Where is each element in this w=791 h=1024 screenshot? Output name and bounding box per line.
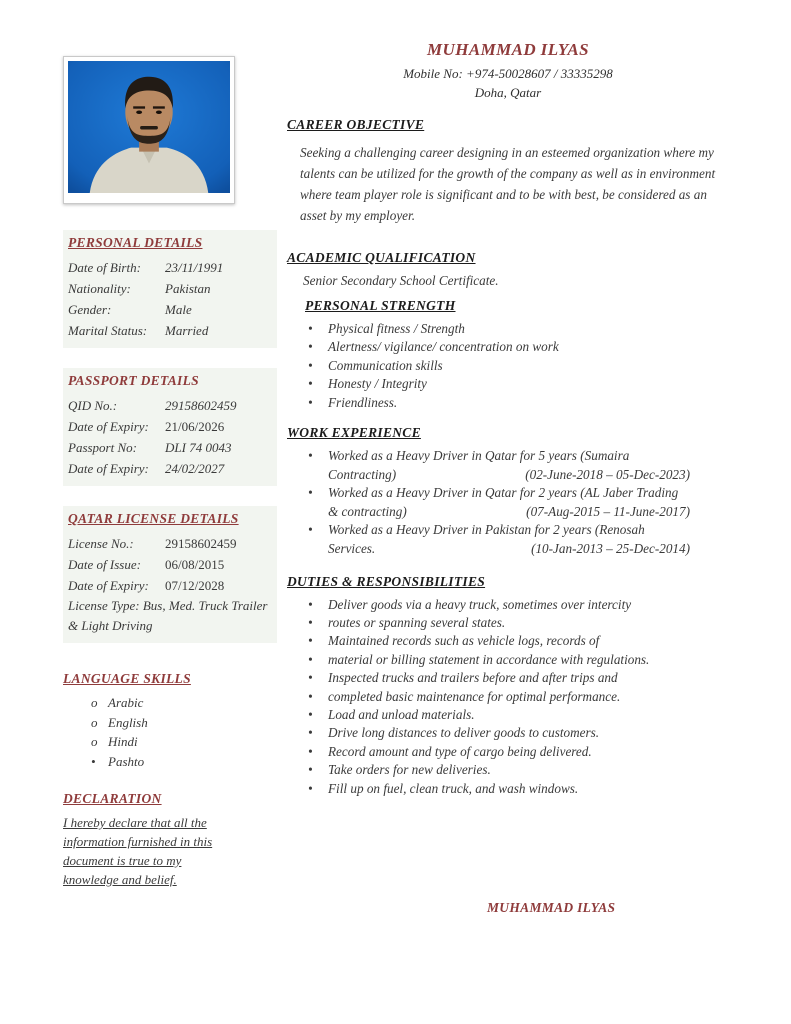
- detail-value: 07/12/2028: [165, 578, 225, 593]
- detail-value: DLI 74 0043: [165, 440, 232, 455]
- language-label: Arabic: [108, 695, 144, 710]
- work-item: [305, 484, 724, 521]
- detail-value: Pakistan: [165, 281, 211, 296]
- detail-label: Marital Status:: [68, 323, 148, 338]
- detail-label: License No.:: [68, 536, 134, 551]
- academic-qualification-title: ACADEMIC QUALIFICATION: [287, 250, 476, 265]
- list-item: • Inspected trucks and trailers before and after trips and: [305, 669, 724, 687]
- mobile-number: Mobile No: +974-50028607 / 33335298: [403, 66, 613, 81]
- left-column: [63, 230, 277, 909]
- detail-row: [68, 416, 273, 437]
- section-career-objective: [287, 117, 724, 226]
- section-declaration: [63, 791, 277, 889]
- section-personal-details: [63, 230, 277, 348]
- detail-label: Nationality:: [68, 281, 131, 296]
- work-experience-list: [305, 447, 724, 559]
- detail-value: Male: [165, 302, 192, 317]
- passport-details-title: PASSPORT DETAILS: [68, 373, 199, 388]
- language-item: [63, 713, 277, 733]
- personal-strength-list: [305, 320, 724, 412]
- list-item: • Physical fitness / Strength: [305, 320, 724, 338]
- work-item-detail: [305, 466, 724, 485]
- detail-row: [68, 299, 273, 320]
- profile-photo: [63, 56, 235, 204]
- list-item: • material or billing statement in accordance with regulations.: [305, 651, 724, 669]
- section-academic-qualification: [287, 250, 724, 412]
- work-item-text-cont: Contracting): [328, 466, 397, 482]
- work-item-text: • Worked as a Heavy Driver in Qatar for 2 years (AL Jaber Trading: [305, 484, 724, 503]
- list-item: • Honesty / Integrity: [305, 375, 724, 393]
- career-objective-text: Seeking a challenging career designing in an esteemed organization where my talents can be utilized for the growth of the company as well as in environment where team player role is significant and to be with best, be considered as an asset by my employer.: [300, 145, 716, 223]
- personal-details-title: PERSONAL DETAILS: [68, 235, 203, 250]
- academic-qualification-text: Senior Secondary School Certificate.: [303, 273, 499, 288]
- work-item-text-cont: Services.: [328, 541, 376, 556]
- work-item-detail: [305, 503, 724, 522]
- list-item: • completed basic maintenance for optimal performance.: [305, 688, 724, 706]
- person-name: MUHAMMAD ILYAS: [427, 40, 589, 59]
- detail-label: Date of Birth:: [68, 260, 141, 275]
- work-item: [305, 521, 724, 558]
- detail-label: Date of Expiry:: [68, 578, 149, 593]
- language-label: Hindi: [108, 734, 138, 749]
- work-item-text: • Worked as a Heavy Driver in Pakistan for 2 years (Renosah: [305, 521, 724, 540]
- detail-value: 23/11/1991: [165, 260, 224, 275]
- detail-value: Bus, Med. Truck Trailer & Light Driving: [68, 598, 268, 633]
- license-type-row: [68, 596, 273, 636]
- language-item: [63, 732, 277, 752]
- career-objective-title: CAREER OBJECTIVE: [287, 117, 425, 132]
- detail-label: Date of Issue:: [68, 557, 141, 572]
- list-item: • Maintained records such as vehicle logs, records of: [305, 632, 724, 650]
- detail-label: Passport No:: [68, 440, 137, 455]
- detail-label: QID No.:: [68, 398, 118, 413]
- list-item: • Fill up on fuel, clean truck, and wash windows.: [305, 780, 724, 798]
- bullet-marker: o: [91, 734, 98, 749]
- bullet-marker: o: [91, 714, 98, 730]
- detail-value: 24/02/2027: [165, 461, 225, 476]
- list-item: • Alertness/ vigilance/ concentration on work: [305, 338, 724, 356]
- duties-title: DUTIES & RESPONSIBILITIES: [287, 573, 486, 589]
- section-qatar-license: [63, 506, 277, 643]
- detail-value: 29158602459: [165, 398, 237, 413]
- detail-row: [68, 437, 273, 458]
- list-item: • Record amount and type of cargo being delivered.: [305, 743, 724, 761]
- detail-label: Gender:: [68, 302, 112, 317]
- list-item: • Load and unload materials.: [305, 706, 724, 724]
- declaration-text: I hereby declare that all the information furnished in this document is true to my knowledge and belief.: [63, 815, 213, 887]
- language-item: [63, 693, 277, 713]
- portrait-image: [68, 61, 230, 193]
- declaration-title: DECLARATION: [63, 791, 162, 806]
- bullet-marker: o: [91, 695, 98, 710]
- list-item: • Take orders for new deliveries.: [305, 761, 724, 779]
- language-skills-title: LANGUAGE SKILLS: [63, 671, 191, 686]
- detail-value: 29158602459: [165, 536, 237, 551]
- section-passport-details: [63, 368, 277, 486]
- detail-row: [68, 395, 273, 416]
- bullet-marker: •: [91, 753, 96, 769]
- location: Doha, Qatar: [474, 85, 542, 100]
- duties-list: [305, 596, 724, 798]
- section-duties: [287, 574, 724, 798]
- language-item: [63, 752, 277, 772]
- footer-signature: MUHAMMAD ILYAS: [487, 900, 616, 915]
- detail-value: 21/06/2026: [165, 419, 225, 434]
- work-item-dates: (07-Aug-2015 – 11-June-2017): [526, 503, 690, 519]
- list-item: • Friendliness.: [305, 394, 724, 412]
- work-item-detail: [305, 540, 724, 559]
- qatar-license-title: QATAR LICENSE DETAILS: [68, 511, 239, 526]
- list-item: • routes or spanning several states.: [305, 614, 724, 632]
- work-item-text: • Worked as a Heavy Driver in Qatar for 5 years (Sumaira: [305, 447, 724, 466]
- detail-row: [68, 575, 273, 596]
- list-item: • Deliver goods via a heavy truck, sometimes over intercity: [305, 596, 724, 614]
- detail-value: Married: [165, 323, 209, 338]
- section-work-experience: [287, 425, 724, 559]
- right-column: [287, 117, 724, 798]
- list-item: • Drive long distances to deliver goods to customers.: [305, 724, 724, 742]
- header: [300, 40, 716, 101]
- detail-row: [68, 554, 273, 575]
- language-label: English: [108, 714, 148, 730]
- work-experience-title: WORK EXPERIENCE: [287, 425, 421, 441]
- detail-row: [68, 458, 273, 479]
- personal-strength-title: PERSONAL STRENGTH: [305, 298, 456, 313]
- work-item: [305, 447, 724, 484]
- detail-label: Date of Expiry:: [68, 419, 149, 434]
- work-item-dates: (02-June-2018 – 05-Dec-2023): [525, 466, 690, 482]
- detail-row: [68, 257, 273, 278]
- detail-label: License Type:: [68, 598, 140, 613]
- list-item: • Communication skills: [305, 357, 724, 375]
- detail-label: Date of Expiry:: [68, 461, 149, 476]
- detail-row: [68, 533, 273, 554]
- detail-row: [68, 278, 273, 299]
- language-label: Pashto: [108, 753, 145, 769]
- work-item-dates: (10-Jan-2013 – 25-Dec-2014): [531, 541, 690, 556]
- work-item-text-cont: & contracting): [328, 503, 407, 519]
- section-language-skills: [63, 671, 277, 771]
- detail-value: 06/08/2015: [165, 557, 225, 572]
- detail-row: [68, 320, 273, 341]
